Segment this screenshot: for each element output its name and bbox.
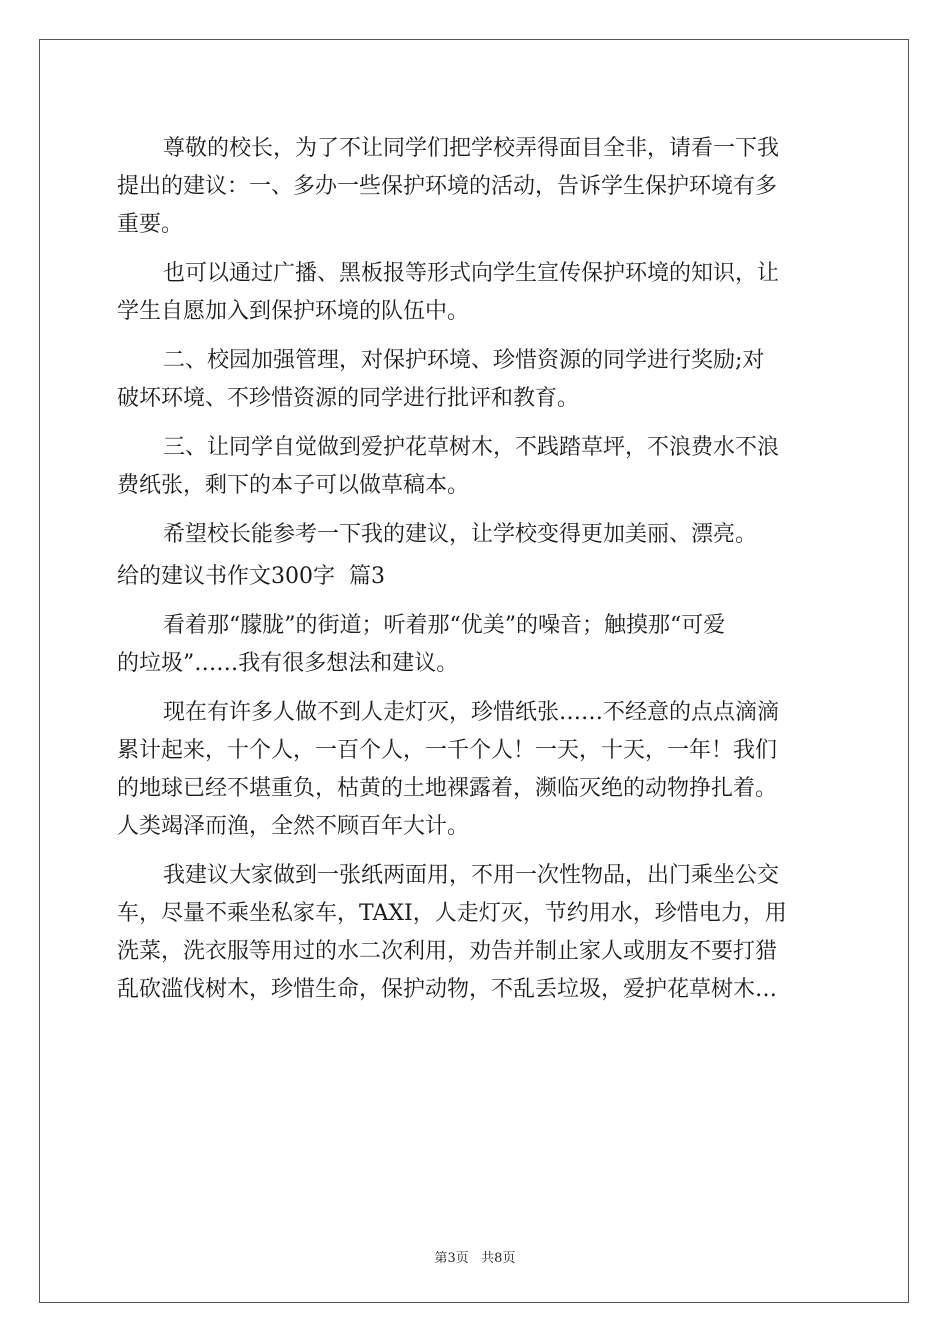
document-body: [117, 130, 833, 1020]
text-line: 车，尽量不乘坐私家车，TAXI，人走灯灭，节约用水，珍惜电力，用: [117, 901, 787, 926]
text-line: 二、校园加强管理，对保护环境、珍惜资源的同学进行奖励;对: [163, 348, 765, 373]
text-line: 乱砍滥伐树木，珍惜生命，保护动物，不乱丢垃圾，爱护花草树木…: [117, 977, 778, 1002]
paragraph: [117, 516, 833, 554]
paragraph: [117, 694, 833, 846]
text-line: 的垃圾”……我有很多想法和建议。: [117, 651, 459, 676]
text-line: 累计起来，十个人，一百个人，一千个人！一天，十天，一年！我们: [117, 738, 778, 763]
text-line: 希望校长能参考一下我的建议，让学校变得更加美丽、漂亮。: [163, 522, 758, 547]
text-line: 的地球已经不堪重负，枯黄的土地裸露着，濒临灭绝的动物挣扎着。: [117, 776, 778, 801]
paragraph: [117, 607, 833, 683]
text-line: 三、让同学自觉做到爱护花草树木，不践踏草坪，不浪费水不浪: [163, 435, 780, 460]
text-line: 破坏环境、不珍惜资源的同学进行批评和教育。: [117, 386, 580, 411]
page-number-footer: 第3页 共8页: [434, 1251, 516, 1266]
section-heading: 给的建议书作文300字 篇3: [117, 564, 385, 589]
text-line: 提出的建议：一、多办一些保护环境的活动，告诉学生保护环境有多: [117, 174, 778, 199]
text-line: 人类竭泽而渔，全然不顾百年大计。: [117, 814, 470, 839]
text-line: 看着那“朦胧”的街道；听着那“优美”的噪音；触摸那“可爱: [163, 613, 726, 638]
paragraph: [117, 255, 833, 331]
paragraph: [117, 429, 833, 505]
paragraph: [117, 857, 833, 1009]
paragraph: [117, 342, 833, 418]
text-line: 费纸张，剩下的本子可以做草稿本。: [117, 473, 470, 498]
text-line: 重要。: [117, 212, 184, 237]
text-line: 也可以通过广播、黑板报等形式向学生宣传保护环境的知识，让: [163, 261, 780, 286]
text-line: 尊敬的校长，为了不让同学们把学校弄得面目全非，请看一下我: [163, 136, 780, 161]
text-line: 学生自愿加入到保护环境的队伍中。: [117, 299, 470, 324]
text-line: 洗菜，洗衣服等用过的水二次利用，劝告并制止家人或朋友不要打猎: [117, 939, 778, 964]
text-line: 现在有许多人做不到人走灯灭，珍惜纸张……不经意的点点滴滴: [163, 700, 780, 725]
paragraph: [117, 130, 833, 244]
text-line: 我建议大家做到一张纸两面用，不用一次性物品，出门乘坐公交: [163, 863, 780, 888]
